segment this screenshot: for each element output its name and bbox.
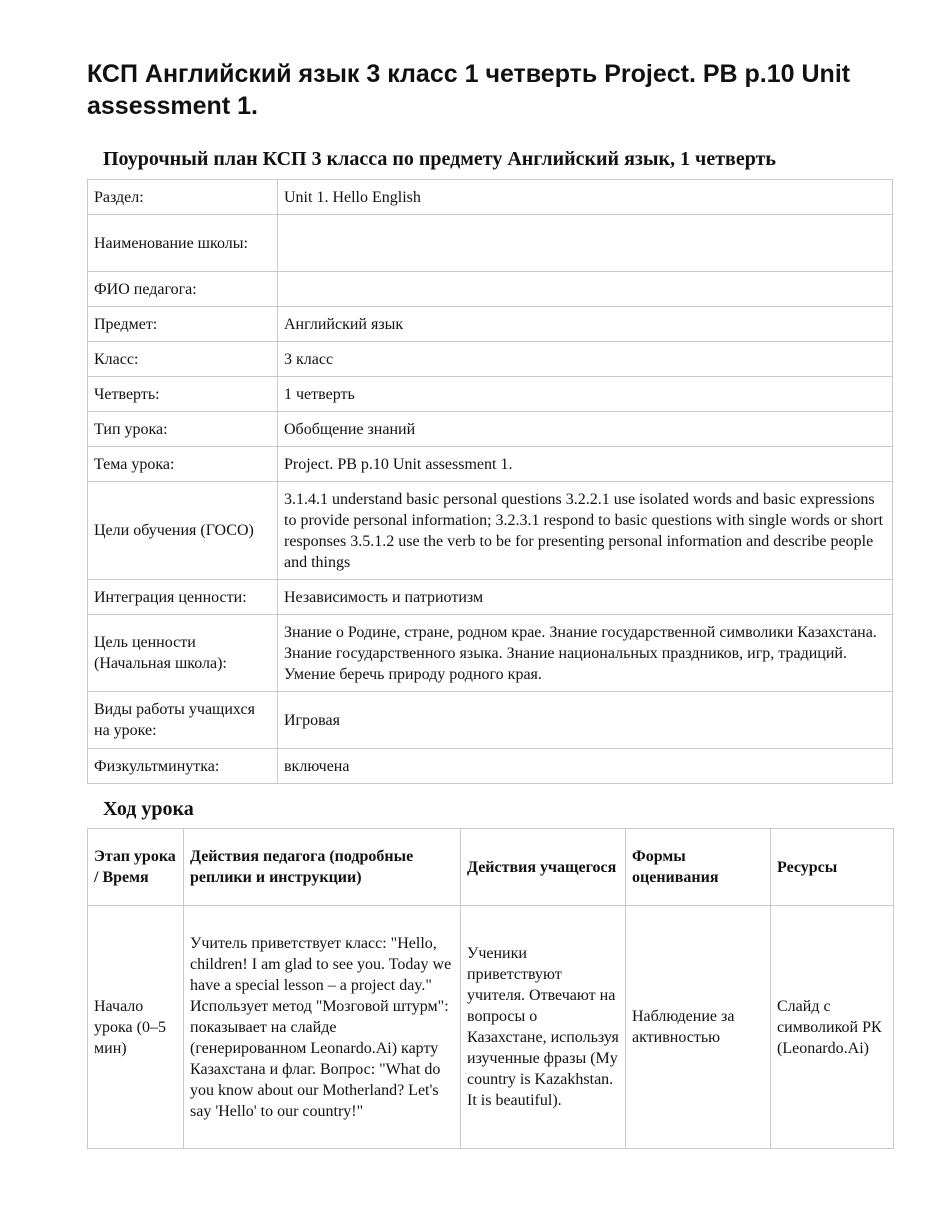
info-row-school <box>88 215 893 272</box>
info-value: 3.1.4.1 understand basic personal questions 3.2.2.1 use isolated words and basic expressions to provide personal information; 3.2.3.1 respond to basic questions with single words or short responses 3.5.1.2 use the verb to be for presenting personal information and describe people and things <box>278 482 893 580</box>
info-label: Наименование школы: <box>88 215 278 272</box>
info-row-section <box>88 180 893 215</box>
info-value: Обобщение знаний <box>278 412 893 447</box>
info-label: Цели обучения (ГОСО) <box>88 482 278 580</box>
info-label: Интеграция ценности: <box>88 580 278 615</box>
info-label: Раздел: <box>88 180 278 215</box>
info-row-physical-break <box>88 749 893 784</box>
info-label: Четверть: <box>88 377 278 412</box>
column-header-student-actions: Действия учащегося <box>461 829 626 906</box>
info-value: Unit 1. Hello English <box>278 180 893 215</box>
info-row-subject <box>88 307 893 342</box>
info-row-value-goal <box>88 615 893 692</box>
column-header-resources: Ресурсы <box>771 829 894 906</box>
table-row <box>88 906 894 1149</box>
info-label: Тип урока: <box>88 412 278 447</box>
document-title: КСП Английский язык 3 класс 1 четверть Project. PB p.10 Unit assessment 1. <box>87 60 851 120</box>
info-row-teacher <box>88 272 893 307</box>
info-row-work-types <box>88 692 893 749</box>
info-row-topic <box>88 447 893 482</box>
info-row-goals <box>88 482 893 580</box>
info-row-values-integration <box>88 580 893 615</box>
lesson-progress-table <box>87 828 894 1149</box>
stage-cell: Начало урока (0–5 мин) <box>88 906 184 1149</box>
teacher-actions-cell: Учитель приветствует класс: "Hello, children! I am glad to see you. Today we have a special lesson – a project day." Использует метод "Мозговой штурм": показывает на слайде (генерированном Leonardo.Ai) карту Казахстана и флаг. Вопрос: "What do you know about our Motherland? Let's say 'Hello' to our country!" <box>184 906 461 1149</box>
info-value: включена <box>278 749 893 784</box>
resources-cell: Слайд с символикой РК (Leonardo.Ai) <box>771 906 894 1149</box>
plan-heading: Поурочный план КСП 3 класса по предмету Английский язык, 1 четверть <box>103 148 776 170</box>
info-label: Цель ценности (Начальная школа): <box>88 615 278 692</box>
assessment-cell: Наблюдение за активностью <box>626 906 771 1149</box>
info-value: 1 четверть <box>278 377 893 412</box>
info-label: Физкультминутка: <box>88 749 278 784</box>
info-row-quarter <box>88 377 893 412</box>
info-value: Игровая <box>278 692 893 749</box>
info-value: Английский язык <box>278 307 893 342</box>
info-row-grade <box>88 342 893 377</box>
table-header-row <box>88 829 894 906</box>
info-value: Независимость и патриотизм <box>278 580 893 615</box>
lesson-info-table <box>87 179 893 784</box>
column-header-teacher-actions: Действия педагога (подробные реплики и инструкции) <box>184 829 461 906</box>
info-value <box>278 272 893 307</box>
info-value: Project. PB p.10 Unit assessment 1. <box>278 447 893 482</box>
student-actions-cell: Ученики приветствуют учителя. Отвечают на вопросы о Казахстане, используя изученные фразы (My country is Kazakhstan. It is beautiful). <box>461 906 626 1149</box>
info-label: Виды работы учащихся на уроке: <box>88 692 278 749</box>
column-header-stage: Этап урока / Время <box>88 829 184 906</box>
info-label: Предмет: <box>88 307 278 342</box>
info-value <box>278 215 893 272</box>
info-label: Тема урока: <box>88 447 278 482</box>
column-header-assessment: Формы оценивания <box>626 829 771 906</box>
info-value: Знание о Родине, стране, родном крае. Знание государственной символики Казахстана. Знание государственного языка. Знание национальных праздников, игр, традиций. Умение беречь природу родного края. <box>278 615 893 692</box>
info-value: 3 класс <box>278 342 893 377</box>
lesson-progress-heading: Ход урока <box>103 798 194 820</box>
info-row-lesson-type <box>88 412 893 447</box>
info-label: ФИО педагога: <box>88 272 278 307</box>
info-label: Класс: <box>88 342 278 377</box>
